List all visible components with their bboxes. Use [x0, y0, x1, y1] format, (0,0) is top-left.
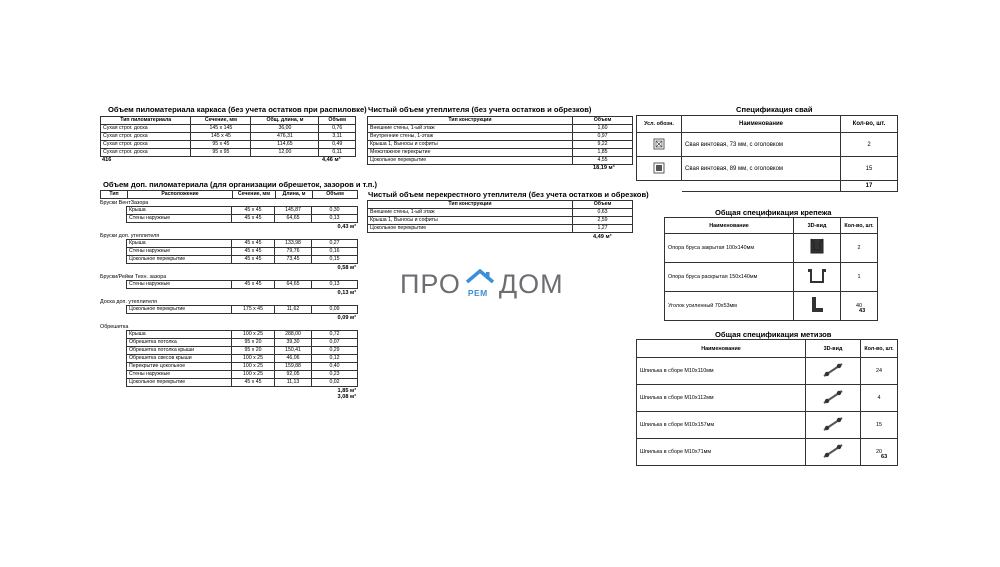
cell: 64,65 [275, 215, 312, 223]
cell: 2,59 [573, 217, 633, 225]
table-row [101, 141, 356, 149]
group-total: 0,13 м³ [337, 290, 356, 296]
cell: 45 х 45 [232, 215, 275, 223]
hardware-title: Общая спецификация метизов [715, 330, 832, 339]
cell [100, 215, 127, 223]
cell: 145 х 45 [191, 133, 251, 141]
cell: Крыша [127, 207, 232, 215]
cell: 0,72 [312, 331, 358, 339]
cell: 24 [861, 358, 898, 385]
stud-bolt-icon [806, 439, 861, 466]
cell: 64,65 [275, 281, 312, 289]
cell: Шпилька в сборе М10х157мм [637, 412, 806, 439]
cell [100, 248, 127, 256]
frame-lumber-title: Объем пиломатериала каркаса (без учета остатков при распиловке) [108, 105, 367, 114]
table-header-row [101, 191, 358, 199]
fasteners-total: 43 [859, 308, 866, 314]
cell: 0,07 [312, 339, 358, 347]
cell: Цокольное перекрытие [127, 306, 232, 314]
cell: 12,00 [251, 149, 319, 157]
cell: Обрешетка потолка [127, 339, 232, 347]
group-title: Обрешетка [100, 324, 129, 330]
cell: 15 [861, 412, 898, 439]
cell: 95 х 45 [191, 141, 251, 149]
column-header: Длина, м [276, 191, 313, 199]
cell [100, 331, 127, 339]
table-header-row [368, 201, 633, 209]
frame-lumber-table [100, 116, 356, 157]
cell: Крыша [127, 240, 232, 248]
column-header: Кол-во, шт. [861, 340, 898, 358]
table-row [100, 347, 358, 355]
cell: 45 х 45 [232, 248, 275, 256]
column-header: Общ. длина, м [251, 117, 319, 125]
cell: Шпилька в сборе М10х110мм [637, 358, 806, 385]
cell: 0,76 [319, 125, 356, 133]
cell: 95 х 20 [232, 347, 275, 355]
hardware-table [636, 339, 898, 466]
cell: 0,97 [573, 133, 633, 141]
cell: Внешние стены, 1-ый этаж [368, 209, 573, 217]
cell: 1,27 [573, 225, 633, 233]
cell [100, 256, 127, 264]
cell: Перекрытие цокольное [127, 363, 232, 371]
cell: 476,31 [251, 133, 319, 141]
cell: 145 х 145 [191, 125, 251, 133]
cell: Свая винтовая, 89 мм, с оголовком [682, 157, 841, 181]
cell: Крыша [127, 331, 232, 339]
cell [100, 355, 127, 363]
insulation-total: 18,19 м³ [593, 165, 615, 171]
cell: 0,02 [312, 379, 358, 387]
cell: 100 х 25 [232, 371, 275, 379]
table-row [637, 358, 898, 385]
reinforced-angle-icon [794, 292, 841, 321]
table-row [637, 439, 898, 466]
table-row [665, 292, 878, 321]
cell [100, 379, 127, 387]
table-total-row [637, 181, 898, 192]
cell: 0,13 [312, 215, 358, 223]
piles-total: 17 [841, 181, 898, 192]
cell: 0,49 [319, 141, 356, 149]
cell: 79,76 [275, 248, 312, 256]
cell: Сухая строг. доска [101, 149, 191, 157]
cell: Цокольное перекрытие [127, 379, 232, 387]
cell: 1,85 [573, 149, 633, 157]
cell: 45 х 45 [232, 240, 275, 248]
column-header: Тип конструкции [368, 117, 573, 125]
group-table [100, 280, 358, 289]
cell: 45 х 45 [232, 256, 275, 264]
column-header: Кол-во, шт. [841, 218, 878, 234]
table-row [101, 125, 356, 133]
frame-lumber-total: 4,46 м³ [322, 157, 341, 163]
cell: 45 х 45 [232, 207, 275, 215]
cell: Стены наружные [127, 215, 232, 223]
cell: Сухая строг. доска [101, 141, 191, 149]
table-row [368, 225, 633, 233]
cell: 145,87 [275, 207, 312, 215]
cell: 95 х 20 [232, 339, 275, 347]
cell: Опора бруса закрытая 100х140мм [665, 234, 794, 263]
cell: 114,65 [251, 141, 319, 149]
cell: 2 [841, 133, 898, 157]
cell: Опора бруса раскрытая 150х140мм [665, 263, 794, 292]
group-table [100, 206, 358, 223]
cell [100, 207, 127, 215]
cell: 0,30 [312, 207, 358, 215]
hardware-total: 63 [881, 454, 888, 460]
cell: 0,40 [312, 363, 358, 371]
table-row [637, 157, 898, 181]
cell: Шпилька в сборе М10х71мм [637, 439, 806, 466]
open-beam-support-icon [794, 263, 841, 292]
table-row [100, 306, 358, 314]
cell: 39,30 [275, 339, 312, 347]
cell: Цокольное перекрытие [127, 256, 232, 264]
table-row [100, 240, 358, 248]
cell: 4 [861, 385, 898, 412]
cell: 11,62 [275, 306, 312, 314]
piles-title: Спецификация свай [736, 105, 813, 114]
table-row [368, 149, 633, 157]
table-row [100, 339, 358, 347]
cell: 100 х 25 [232, 331, 275, 339]
insulation-title: Чистый объем утеплителя (без учета остатков и обрезков) [368, 105, 592, 114]
column-header: Наименование [637, 340, 806, 358]
stud-bolt-icon [806, 412, 861, 439]
group-table [100, 330, 358, 387]
stud-bolt-icon [806, 385, 861, 412]
column-header: Тип конструкции [368, 201, 573, 209]
group-title: Бруски доп. утеплителя [100, 233, 160, 239]
cross-insulation-title: Чистый объем перекрестного утеплителя (без учета остатков и обрезков) [368, 190, 649, 199]
table-row [368, 217, 633, 225]
cell: Свая винтовая, 73 мм, с оголовком [682, 133, 841, 157]
cell: Цокольное перекрытие [368, 225, 573, 233]
column-header: Наименование [665, 218, 794, 234]
cell: 40 [841, 292, 878, 321]
cell: 100 х 25 [232, 363, 275, 371]
cell: 45 х 45 [232, 281, 275, 289]
extra-lumber-header [100, 190, 358, 199]
cell: Стены наружные [127, 371, 232, 379]
table-row [100, 248, 358, 256]
cell: 133,98 [275, 240, 312, 248]
logo-text-left: ПРО [400, 268, 461, 299]
cell: 20 [861, 439, 898, 466]
cell: 95 х 95 [191, 149, 251, 157]
table-row [368, 157, 633, 165]
cell [100, 371, 127, 379]
cell: 15 [841, 157, 898, 181]
cell: 0,16 [312, 248, 358, 256]
table-row [665, 234, 878, 263]
frame-lumber-count: 416 [102, 157, 112, 163]
table-row [368, 209, 633, 217]
cell [100, 347, 127, 355]
cell: 100 х 25 [232, 355, 275, 363]
cell: Шпилька в сборе М10х112мм [637, 385, 806, 412]
table-row [368, 141, 633, 149]
cell: 159,88 [275, 363, 312, 371]
table-row [100, 379, 358, 387]
column-header: Расположение [128, 191, 233, 199]
pro-rem-dom-logo [400, 267, 564, 301]
group-total: 1,85 м³ [337, 388, 356, 394]
cell: 0,11 [319, 149, 356, 157]
logo-text-right: ДОМ [498, 268, 564, 299]
table-row [637, 385, 898, 412]
table-row [637, 133, 898, 157]
cell: 1 [841, 263, 878, 292]
piles-table [636, 115, 898, 192]
table-row [368, 125, 633, 133]
cell: 175 х 45 [232, 306, 275, 314]
cross-insulation-total: 4,49 м³ [593, 234, 612, 240]
group-table [100, 239, 358, 264]
table-row [101, 149, 356, 157]
cell: Стены наружные [127, 281, 232, 289]
group-title: Доска доп. утеплителя [100, 299, 157, 305]
closed-beam-support-icon [794, 234, 841, 263]
group-total: 0,43 м³ [337, 224, 356, 230]
cell [100, 240, 127, 248]
group-total: 0,09 м³ [337, 315, 356, 321]
extra-lumber-grand-total: 3,08 м³ [337, 394, 356, 400]
cell [100, 363, 127, 371]
cell: Обрешетка потолка крыши [127, 347, 232, 355]
table-row [100, 215, 358, 223]
cell: 3,11 [319, 133, 356, 141]
column-header: Сечение, мм [191, 117, 251, 125]
column-header: 3D-вид [794, 218, 841, 234]
cell: 0,12 [312, 355, 358, 363]
table-header-row [637, 340, 898, 358]
house-icon [463, 267, 497, 301]
cell [100, 281, 127, 289]
table-row [100, 371, 358, 379]
cell: Обрешетка свесов крыши [127, 355, 232, 363]
group-title: Бруски ВентЗазора [100, 200, 149, 206]
cell [100, 306, 127, 314]
table-header-row [665, 218, 878, 234]
column-header: Кол-во, шт. [841, 116, 898, 133]
cell: 0,27 [312, 240, 358, 248]
cell: 0,13 [312, 281, 358, 289]
cell: 45 х 45 [232, 379, 275, 387]
cell: 11,13 [275, 379, 312, 387]
table-row [100, 331, 358, 339]
cell: Внешние стены, 1-ый этаж [368, 125, 573, 133]
cell: 1,60 [573, 125, 633, 133]
cell: 0,23 [312, 371, 358, 379]
cell: 46,06 [275, 355, 312, 363]
cell: 2 [841, 234, 878, 263]
cell: Сухая строг. доска [101, 125, 191, 133]
cell: Межэтажное перекрытие [368, 149, 573, 157]
cell: 0,63 [573, 209, 633, 217]
cell: Внутренние стены, 1-этаж [368, 133, 573, 141]
column-header: Тип пиломатериала [101, 117, 191, 125]
table-row [100, 355, 358, 363]
column-header: 3D-вид [806, 340, 861, 358]
group-table [100, 305, 358, 314]
cell [100, 339, 127, 347]
column-header: Объем [313, 191, 358, 199]
stud-bolt-icon [806, 358, 861, 385]
fasteners-title: Общая спецификация крепежа [715, 208, 832, 217]
cell: 36,00 [251, 125, 319, 133]
insulation-table [367, 116, 633, 165]
cell: 92,05 [275, 371, 312, 379]
table-row [100, 281, 358, 289]
table-header-row [368, 117, 633, 125]
cell: 150,41 [275, 347, 312, 355]
column-header: Объем [319, 117, 356, 125]
table-row [101, 133, 356, 141]
cell: 288,00 [275, 331, 312, 339]
table-row [368, 133, 633, 141]
cell: 73,45 [275, 256, 312, 264]
cell: Крыша 1, Выносы и софиты [368, 141, 573, 149]
column-header: Объем [573, 117, 633, 125]
pile-89-icon [637, 157, 682, 181]
cell: 4,55 [573, 157, 633, 165]
column-header: Тип [101, 191, 128, 199]
pile-73-icon [637, 133, 682, 157]
fasteners-table [664, 217, 878, 321]
group-total: 0,58 м³ [337, 265, 356, 271]
cell: Сухая строг. доска [101, 133, 191, 141]
extra-lumber-table [100, 190, 358, 400]
table-row [100, 363, 358, 371]
cell: 0,09 [312, 306, 358, 314]
cell: Уголок усиленный 70х53мм [665, 292, 794, 321]
cell: Цокольное перекрытие [368, 157, 573, 165]
column-header: Объем [573, 201, 633, 209]
column-header: Усл. обозн. [637, 116, 682, 133]
cross-insulation-table [367, 200, 633, 233]
table-header-row [101, 117, 356, 125]
table-row [637, 412, 898, 439]
table-row [100, 207, 358, 215]
cell: 0,29 [312, 347, 358, 355]
table-row [665, 263, 878, 292]
cell: 0,15 [312, 256, 358, 264]
column-header: Сечение, мм [233, 191, 276, 199]
cell: 9,22 [573, 141, 633, 149]
cell: Стены наружные [127, 248, 232, 256]
table-row [100, 256, 358, 264]
column-header: Наименование [682, 116, 841, 133]
logo-subtext: РЕМ [467, 288, 488, 298]
extra-lumber-title: Объем доп. пиломатериала (для организации обрешеток, зазоров и т.п.) [103, 180, 378, 189]
group-title: Бруски/Рейки Техн. зазора [100, 274, 167, 280]
table-header-row [637, 116, 898, 133]
cell: Крыша 1, Выносы и софиты [368, 217, 573, 225]
